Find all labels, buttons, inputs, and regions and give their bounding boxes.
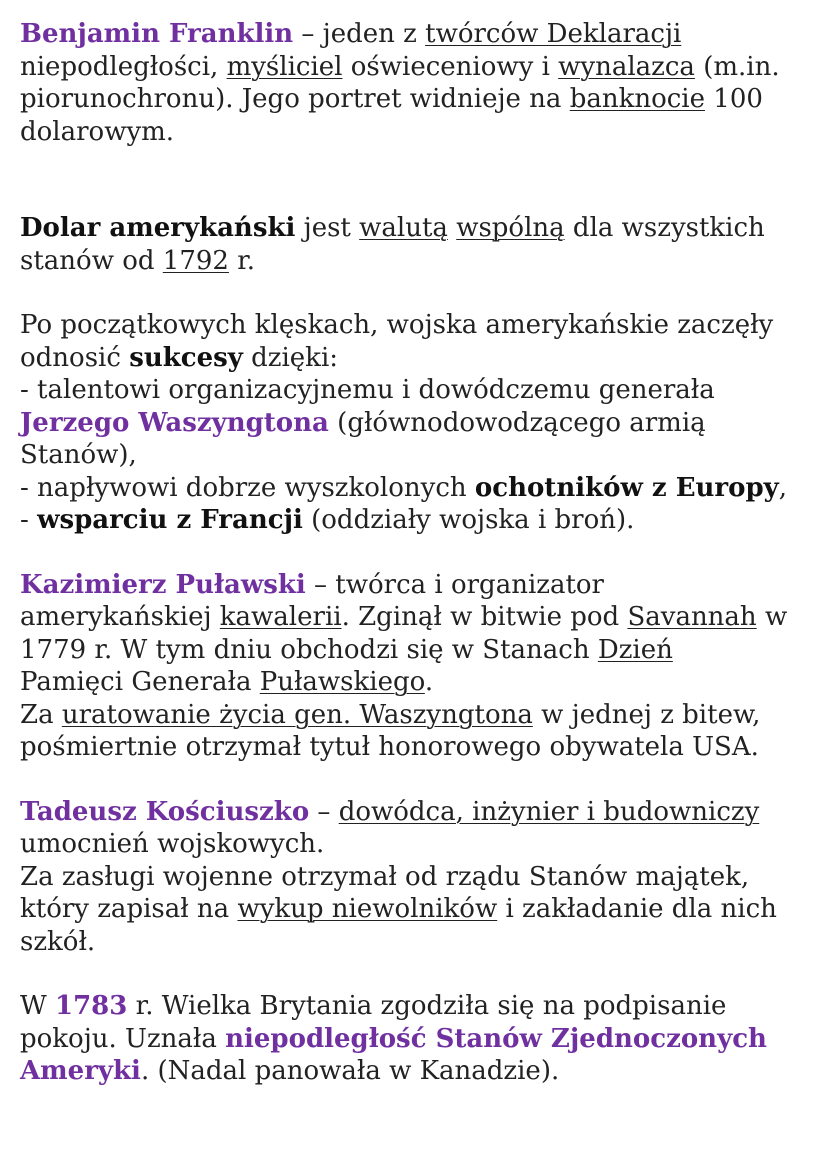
peace-paragraph <box>20 990 815 1088</box>
underlined-phrase: twórców Deklaracji <box>425 19 682 49</box>
text-fragment: umocnień wojskowych. <box>20 829 325 859</box>
highlighted-phrase: niepodległość Stanów Zjednoczonych <box>225 1023 767 1054</box>
text-line <box>20 634 815 667</box>
text-fragment: odnosić <box>20 342 130 373</box>
text-fragment: dzięki: <box>242 342 339 373</box>
dollar-term: Dolar amerykański <box>20 213 296 243</box>
text-line <box>20 666 815 699</box>
text-fragment: amerykańskiej <box>20 602 220 632</box>
text-line <box>20 83 815 116</box>
kosciuszko-name: Tadeusz Kościuszko <box>20 796 310 827</box>
spacer <box>20 958 815 990</box>
underlined-phrase: wykup niewolników <box>237 894 498 924</box>
text-fragment: 1779 r. W tym dniu obchodzi się w Stanach <box>20 634 598 665</box>
text-line <box>20 18 815 51</box>
text-fragment: szkół. <box>20 926 96 957</box>
pulaski-paragraph <box>20 569 815 764</box>
text-fragment: piorunochronu). Jego portret widnieje na <box>20 84 570 114</box>
text-line <box>20 1055 815 1088</box>
text-line <box>20 374 815 407</box>
text-fragment: - talentowi organizacyjnemu i dowódczemu generała <box>20 375 715 405</box>
text-fragment: - napływowi dobrze wyszkolonych <box>20 472 475 503</box>
text-fragment: , <box>778 472 788 503</box>
bold-phrase: ochotników z Europy <box>474 472 779 503</box>
text-line <box>20 893 815 926</box>
underlined-phrase: Savannah <box>627 602 757 632</box>
text-fragment: dolarowym. <box>20 116 175 147</box>
text-fragment: . (Nadal panowała w Kanadzie). <box>140 1056 560 1086</box>
text-fragment: . Zginął w bitwie pod <box>341 602 628 632</box>
success-paragraph <box>20 309 815 537</box>
text-fragment: Za <box>20 699 62 730</box>
underlined-phrase: myśliciel <box>226 51 343 82</box>
spacer <box>20 537 815 569</box>
text-line <box>20 601 815 634</box>
text-line <box>20 861 815 894</box>
bold-phrase: sukcesy <box>129 342 243 373</box>
text-fragment: pokoju. Uznała <box>20 1023 226 1054</box>
text-line <box>20 407 815 440</box>
highlighted-phrase: Ameryki <box>20 1056 141 1086</box>
washington-name: Jerzego Waszyngtona <box>20 407 329 438</box>
text-fragment: 100 <box>705 84 763 114</box>
underlined-phrase: Dzień <box>597 634 673 665</box>
underlined-phrase: wynalazca <box>558 51 695 82</box>
text-fragment: pośmiertnie otrzymał tytuł honorowego obywatela USA. <box>20 732 759 762</box>
text-line <box>20 245 815 278</box>
underlined-phrase: wspólną <box>456 213 565 243</box>
spacer <box>20 148 815 212</box>
text-fragment: (oddziały wojska i broń). <box>302 505 635 535</box>
underlined-phrase: kawalerii <box>219 602 342 632</box>
text-fragment: – twórca i organizator <box>305 569 604 600</box>
text-fragment: oświeceniowy i <box>342 51 559 82</box>
text-fragment: r. Wielka Brytania zgodziła się na podpisanie <box>127 991 727 1021</box>
text-line <box>20 1023 815 1056</box>
text-line <box>20 212 815 245</box>
text-line <box>20 699 815 732</box>
text-fragment: . <box>424 667 434 697</box>
text-fragment <box>448 213 456 243</box>
text-fragment: Po początkowych klęskach, wojska amerykańskie zaczęły <box>20 310 774 340</box>
spacer <box>20 277 815 309</box>
text-fragment: r. <box>228 245 256 276</box>
franklin-paragraph <box>20 18 815 148</box>
text-fragment: jest <box>295 213 360 243</box>
text-fragment: Pamięci Generała <box>20 667 260 697</box>
text-line <box>20 342 815 375</box>
text-fragment: który zapisał na <box>20 894 238 924</box>
text-fragment: niepodległości, <box>20 51 227 82</box>
text-fragment: w <box>756 602 788 632</box>
document-page <box>20 18 815 1088</box>
text-line <box>20 51 815 84</box>
text-fragment: Za zasługi wojenne otrzymał od rządu Stanów majątek, <box>20 861 750 892</box>
text-line <box>20 439 815 472</box>
underlined-phrase: banknocie <box>569 84 706 114</box>
text-fragment: dla wszystkich <box>564 213 765 243</box>
text-fragment: – <box>309 796 339 827</box>
dollar-paragraph <box>20 212 815 277</box>
text-fragment: (głównodowodzącego armią <box>328 407 706 438</box>
underlined-phrase: dowódca, inżynier i budowniczy <box>338 796 760 827</box>
text-line <box>20 504 815 537</box>
text-fragment: – jeden z <box>293 19 426 49</box>
text-line <box>20 116 815 149</box>
text-line <box>20 569 815 602</box>
text-line <box>20 796 815 829</box>
text-fragment: stanów od <box>20 245 163 276</box>
franklin-name: Benjamin Franklin <box>20 19 294 49</box>
pulaski-name: Kazimierz Puławski <box>20 569 306 600</box>
text-fragment: Stanów), <box>20 440 137 470</box>
text-fragment: W <box>20 991 55 1021</box>
underlined-year: 1792 <box>162 245 229 276</box>
text-fragment: w jednej z bitew, <box>532 699 761 730</box>
text-line <box>20 731 815 764</box>
text-line <box>20 472 815 505</box>
text-fragment: - <box>20 505 38 535</box>
text-line <box>20 828 815 861</box>
kosciuszko-paragraph <box>20 796 815 959</box>
bold-phrase: wsparciu z Francji <box>37 505 303 535</box>
peace-year: 1783 <box>55 991 128 1021</box>
underlined-phrase: walutą <box>359 213 448 243</box>
text-line <box>20 926 815 959</box>
text-fragment: (m.in. <box>694 51 780 82</box>
underlined-phrase: Puławskiego <box>259 667 425 697</box>
text-line <box>20 990 815 1023</box>
spacer <box>20 764 815 796</box>
text-fragment: i zakładanie dla nich <box>497 894 777 924</box>
underlined-phrase: uratowanie życia gen. Waszyngtona <box>61 699 533 730</box>
text-line <box>20 309 815 342</box>
